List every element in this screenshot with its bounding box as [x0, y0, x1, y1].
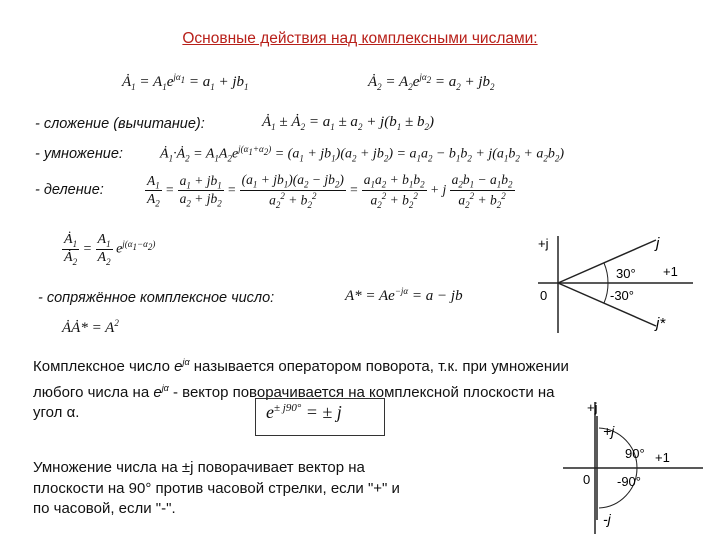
multiplication-label: - умножение: [35, 146, 123, 162]
formula-addition: $Ȧ_1$ ± $Ȧ_2 = a_1 \pm a_2 + j(b_1 \pm b_2)$ [262, 114, 434, 132]
vector-label-plus-j: +j [603, 423, 615, 439]
axis-label-1: +1 [663, 264, 678, 279]
page-title: Основные действия над комплексными числами: [182, 30, 538, 47]
axis-label-1-2: +1 [655, 450, 670, 465]
rotation-diagram-30 [528, 228, 698, 338]
conjugate-label: - сопряжённое комплексное число: [38, 290, 275, 306]
rotation-diagram-90 [555, 398, 705, 536]
multiply-paragraph: Умножение числа на ±j поворачивает вектор на плоскости на 90° против часовой стрелки, если "+" и по часовой, если "-". [33, 459, 400, 517]
origin-label-2: 0 [583, 472, 591, 487]
angle-label-90: 90° [625, 446, 645, 461]
vector-label-jstar: j* [656, 315, 666, 332]
angle-label-minus90: -90° [617, 474, 641, 489]
formula-a2: $Ȧ_2 = A_2e^{j\alpha_2} = a_2 + jb_2$ [368, 72, 495, 92]
angle-label-30: 30° [616, 266, 636, 281]
formula-rotation: $e^{\pm j90^\circ}$ = ± j [255, 398, 385, 436]
vector-label-j: j [656, 235, 660, 252]
formula-conjugate-product: ȦȦ* = $A^2$ [62, 318, 119, 336]
axis-label-j: +j [538, 236, 549, 251]
vector-label-minus-j: -j [603, 511, 611, 527]
division-label: - деление: [35, 182, 104, 198]
angle-label-minus30: -30° [610, 288, 634, 303]
axis-label-j-2: +j [587, 400, 598, 415]
formula-a1: $Ȧ_1 = A_1e^{j\alpha_1} = a_1 + jb_1$ [122, 72, 249, 92]
operator-paragraph: Комплексное число $e^{j\alpha}$ называется оператором поворота, т.к. при умножении любого числа на $e^{j\alpha}$ - вектор поворачивается на комплексной плоскости на угол α. [33, 357, 569, 421]
formula-conjugate: $A* = Ae^{-j\alpha} = a$ − jb [345, 286, 463, 304]
addition-label: - сложение (вычитание): [35, 116, 205, 132]
formula-division-polar: $\frac{Ȧ_1}{Ȧ_2}$ = $\frac{A_1}{A_2}$ $e^{j(\alpha_1-\alpha_2)}$ [64, 232, 156, 267]
formula-division: $\frac{A_1}{A_2}$ = $\frac{a_1 + jb_1}{a_2 + jb_2}$ = $\frac{(a_1 + jb_1)(a_2 - jb_2)}{a_2^2 + b_2^2}$ = $\frac{a_1a_2 + b_1b_2}{a_2^2 + b_2^2}$ + j $\frac{a_2b_1 - a_1b_2}{a_2^2 + b_2^2}$ [147, 172, 513, 210]
origin-label: 0 [540, 288, 548, 303]
formula-multiplication: $Ȧ_1\cdot Ȧ_2 = A_1A_2e^{j(\alpha_1+\alpha_2)} = (a_1 + jb_1)(a_2 + jb_2) = a_1a_2 - b_1b_2 + j(a_1b_2 + a_2b_2)$ [160, 144, 565, 164]
